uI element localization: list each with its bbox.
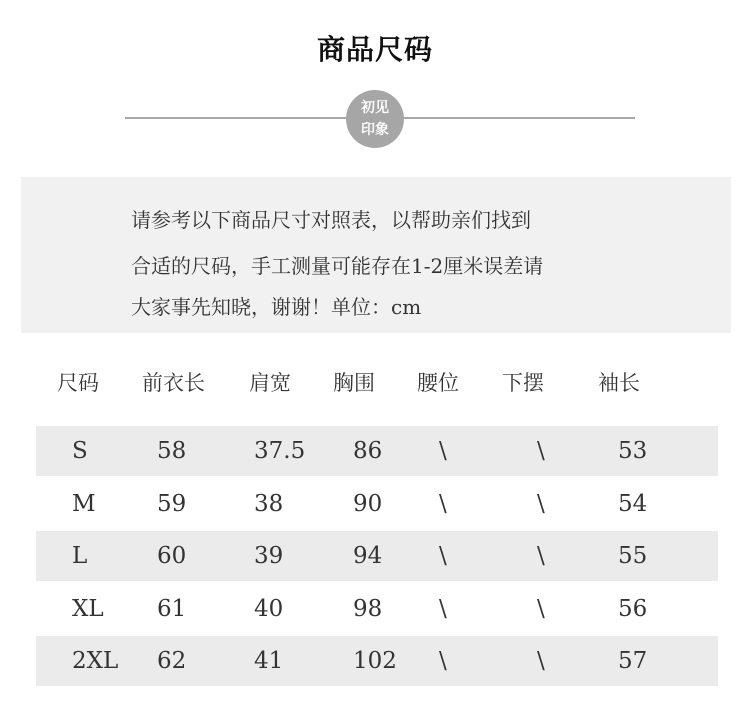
cell-hem: \ — [537, 648, 545, 674]
cell-size: S — [72, 438, 88, 464]
cell-sleeve: 57 — [618, 648, 648, 674]
cell-sleeve: 54 — [618, 491, 648, 517]
cell-waist: \ — [439, 648, 447, 674]
cell-chest: 90 — [353, 491, 383, 517]
note-line-3: 大家事先知晓，谢谢！单位：cm — [131, 295, 422, 319]
cell-waist: \ — [439, 438, 447, 464]
cell-hem: \ — [537, 596, 545, 622]
cell-chest: 94 — [353, 543, 383, 569]
cell-shoulder: 39 — [254, 543, 284, 569]
cell-sleeve: 53 — [618, 438, 648, 464]
brand-badge — [346, 90, 404, 148]
cell-sleeve: 55 — [618, 543, 648, 569]
cell-shoulder: 40 — [254, 596, 284, 622]
header-length: 前衣长 — [142, 371, 205, 395]
cell-chest: 102 — [353, 648, 397, 674]
header-waist: 腰位 — [417, 371, 459, 395]
table-row — [36, 479, 718, 529]
table-row — [36, 636, 718, 686]
cell-length: 61 — [157, 596, 187, 622]
cell-sleeve: 56 — [618, 596, 648, 622]
header-chest: 胸围 — [333, 371, 375, 395]
cell-size: XL — [72, 596, 104, 622]
header-hem: 下摆 — [502, 371, 544, 395]
cell-hem: \ — [537, 491, 545, 517]
cell-length: 60 — [157, 543, 187, 569]
cell-shoulder: 37.5 — [254, 438, 306, 464]
cell-size: M — [72, 491, 96, 517]
cell-chest: 98 — [353, 596, 383, 622]
table-row — [36, 531, 718, 581]
cell-length: 58 — [157, 438, 187, 464]
cell-hem: \ — [537, 438, 545, 464]
header-size: 尺码 — [57, 371, 99, 395]
table-row — [36, 584, 718, 634]
badge-line-1: 初见 — [361, 100, 389, 116]
header-shoulder: 肩宽 — [249, 371, 291, 395]
badge-line-2: 印象 — [361, 122, 389, 138]
cell-waist: \ — [439, 491, 447, 517]
cell-size: 2XL — [72, 648, 119, 674]
table-row — [36, 426, 718, 476]
cell-chest: 86 — [353, 438, 383, 464]
cell-shoulder: 38 — [254, 491, 284, 517]
page-title: 商品尺码 — [316, 33, 433, 66]
cell-length: 62 — [157, 648, 187, 674]
cell-hem: \ — [537, 543, 545, 569]
cell-waist: \ — [439, 543, 447, 569]
cell-length: 59 — [157, 491, 187, 517]
cell-waist: \ — [439, 596, 447, 622]
note-line-2: 合适的尺码，手工测量可能存在1-2厘米误差请 — [131, 254, 544, 278]
cell-shoulder: 41 — [254, 648, 284, 674]
cell-size: L — [72, 543, 88, 569]
note-line-1: 请参考以下商品尺寸对照表，以帮助亲们找到 — [131, 208, 531, 232]
header-sleeve: 袖长 — [598, 371, 640, 395]
